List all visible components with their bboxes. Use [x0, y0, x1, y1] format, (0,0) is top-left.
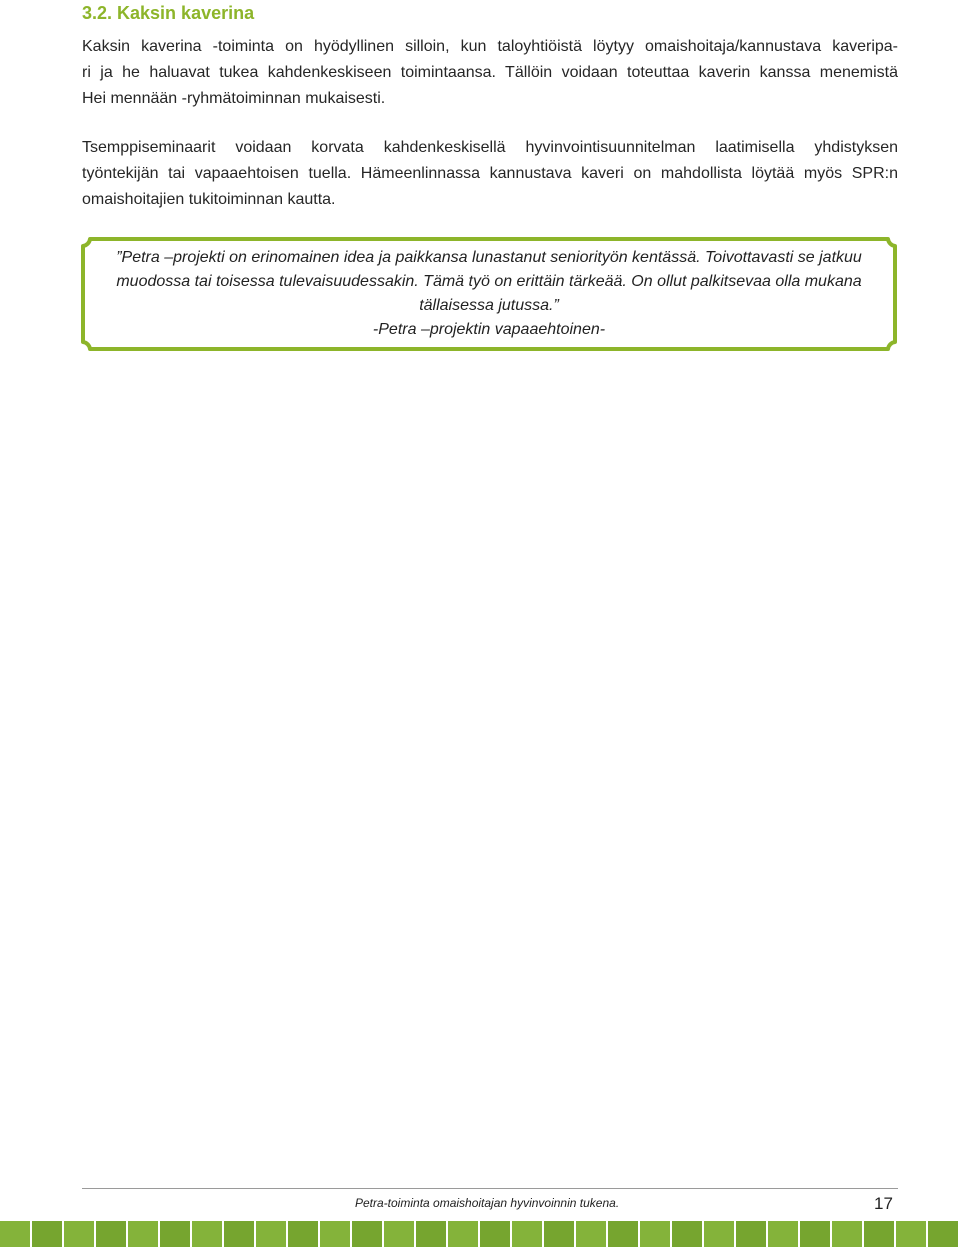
tile: [800, 1221, 830, 1247]
tile: [224, 1221, 254, 1247]
paragraph-line: ri ja he haluavat tukea kahdenkeskiseen toimintaansa. Tällöin voidaan toteuttaa kaverin kanssa menemistä: [82, 64, 898, 81]
quote-attribution: -Petra –projektin vapaaehtoinen-: [372, 321, 606, 338]
tile: [128, 1221, 158, 1247]
tile: [704, 1221, 734, 1247]
tile: [480, 1221, 510, 1247]
tile: [32, 1221, 62, 1247]
tile: [864, 1221, 894, 1247]
quote-line: muodossa tai toisessa tulevaisuudessakin. Tämä työ on erittäin tärkeää. On ollut palkitsevaa olla mukana: [116, 273, 862, 290]
quote-line: tällaisessa jutussa.”: [419, 297, 559, 314]
paragraph-seminars: [82, 135, 898, 213]
tile: [672, 1221, 702, 1247]
tile: [768, 1221, 798, 1247]
tile: [64, 1221, 94, 1247]
tile: [928, 1221, 958, 1247]
quote-line: ”Petra –projekti on erinomainen idea ja paikkansa lunastanut seniorityön kentässä. Toivottavasti se jatkuu: [116, 249, 862, 266]
paragraph-line: Tsemppiseminaarit voidaan korvata kahdenkeskisellä hyvinvointisuunnitelman laatimisella yhdistyksen: [82, 139, 898, 156]
testimonial-quote-box: [80, 236, 898, 352]
tile: [448, 1221, 478, 1247]
footer-caption: Petra-toiminta omaishoitajan hyvinvoinnin tukena.: [355, 1196, 620, 1210]
paragraph-line: Kaksin kaverina -toiminta on hyödyllinen silloin, kun taloyhtiöistä löytyy omaishoitaja/kannustava kaveripa-: [82, 38, 898, 55]
tile: [512, 1221, 542, 1247]
tile: [832, 1221, 862, 1247]
tile: [96, 1221, 126, 1247]
tile: [320, 1221, 350, 1247]
tile: [192, 1221, 222, 1247]
tile: [608, 1221, 638, 1247]
paragraph-line: omaishoitajien tukitoiminnan kautta.: [82, 191, 336, 208]
tile: [384, 1221, 414, 1247]
paragraph-line: työntekijän tai vapaaehtoisen tuella. Hämeenlinnassa kannustava kaveri on mahdollista löytää myös SPR:n: [82, 165, 898, 182]
footer-divider: [82, 1188, 898, 1189]
tile: [416, 1221, 446, 1247]
tile: [576, 1221, 606, 1247]
tile: [160, 1221, 190, 1247]
tile: [736, 1221, 766, 1247]
page-number: 17: [874, 1194, 893, 1213]
tile: [896, 1221, 926, 1247]
tile: [256, 1221, 286, 1247]
section-title: 3.2. Kaksin kaverina: [82, 3, 255, 23]
tile: [544, 1221, 574, 1247]
tile: [0, 1221, 30, 1247]
testimonial-quote: [80, 246, 898, 342]
tile: [640, 1221, 670, 1247]
paragraph-line: Hei mennään -ryhmätoiminnan mukaisesti.: [82, 90, 386, 107]
tile: [352, 1221, 382, 1247]
tile: [288, 1221, 318, 1247]
paragraph-intro: [82, 34, 898, 112]
decorative-tile-strip: [0, 1221, 960, 1247]
